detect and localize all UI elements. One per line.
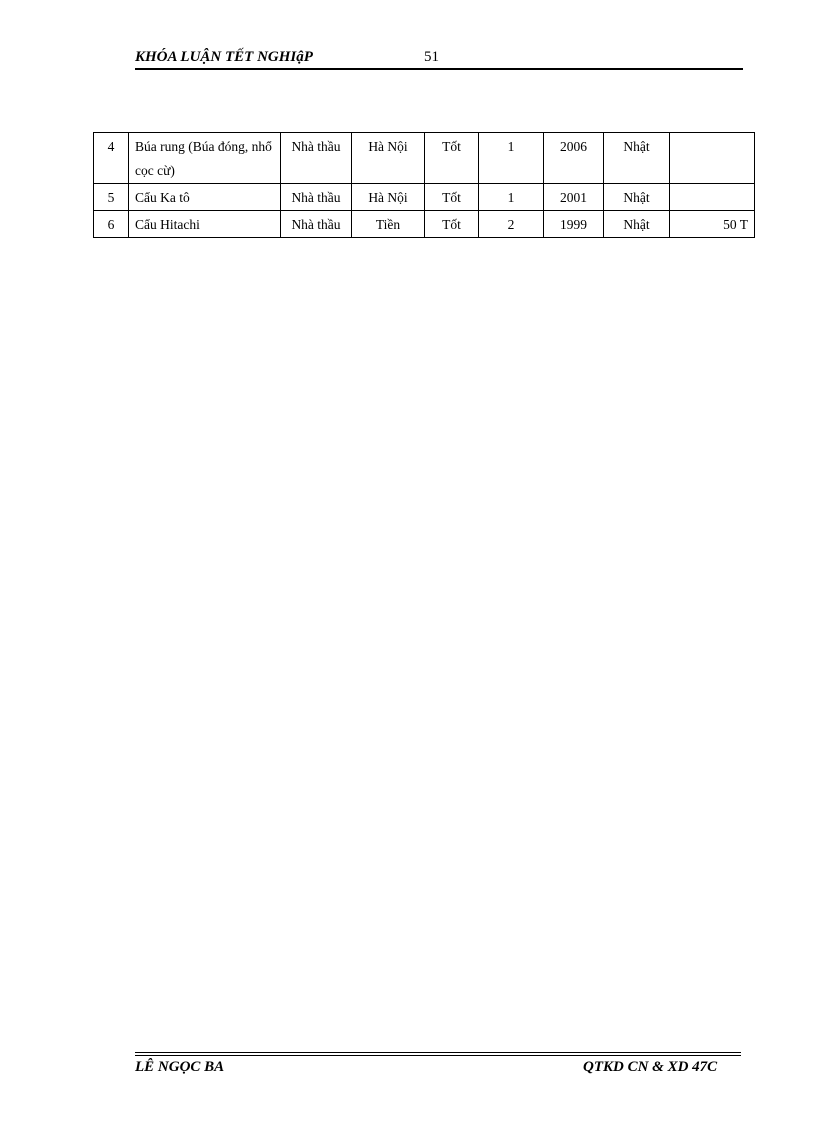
quantity-cell: 1: [479, 184, 544, 211]
page-number: 51: [424, 49, 439, 65]
owner-cell: Nhà thầu: [281, 133, 352, 184]
location-cell: Tiền: [352, 211, 425, 238]
capacity-cell: [670, 184, 755, 211]
year-cell: 2001: [544, 184, 604, 211]
row-number-cell: 6: [94, 211, 129, 238]
document-title: KHÓA LUẬN TẾT NGHIậP: [135, 49, 313, 65]
capacity-cell: 50 T: [670, 211, 755, 238]
header-divider: [135, 68, 743, 70]
owner-cell: Nhà thầu: [281, 211, 352, 238]
equipment-name-cell: Cẩu Ka tô: [129, 184, 281, 211]
owner-cell: Nhà thầu: [281, 184, 352, 211]
origin-cell: Nhật: [604, 133, 670, 184]
condition-cell: Tốt: [425, 184, 479, 211]
origin-cell: Nhật: [604, 211, 670, 238]
table-row: [94, 211, 755, 238]
year-cell: 2006: [544, 133, 604, 184]
year-cell: 1999: [544, 211, 604, 238]
author-name: LÊ NGỌC BA: [135, 1059, 225, 1075]
table-row: [94, 133, 755, 184]
quantity-cell: 2: [479, 211, 544, 238]
footer-divider: [135, 1052, 741, 1053]
condition-cell: Tốt: [425, 211, 479, 238]
origin-cell: Nhật: [604, 184, 670, 211]
equipment-table: [93, 132, 755, 238]
equipment-name-cell: Búa rung (Búa đóng, nhổ cọc cừ): [129, 133, 281, 184]
row-number-cell: 5: [94, 184, 129, 211]
page-header: [135, 47, 743, 69]
location-cell: Hà Nội: [352, 133, 425, 184]
row-number-cell: 4: [94, 133, 129, 184]
class-name: QTKD CN & XD 47C: [583, 1059, 718, 1075]
condition-cell: Tốt: [425, 133, 479, 184]
location-cell: Hà Nội: [352, 184, 425, 211]
quantity-cell: 1: [479, 133, 544, 184]
equipment-name-cell: Cẩu Hitachi: [129, 211, 281, 238]
capacity-cell: [670, 133, 755, 184]
table-row: [94, 184, 755, 211]
footer-divider-secondary: [135, 1055, 741, 1056]
